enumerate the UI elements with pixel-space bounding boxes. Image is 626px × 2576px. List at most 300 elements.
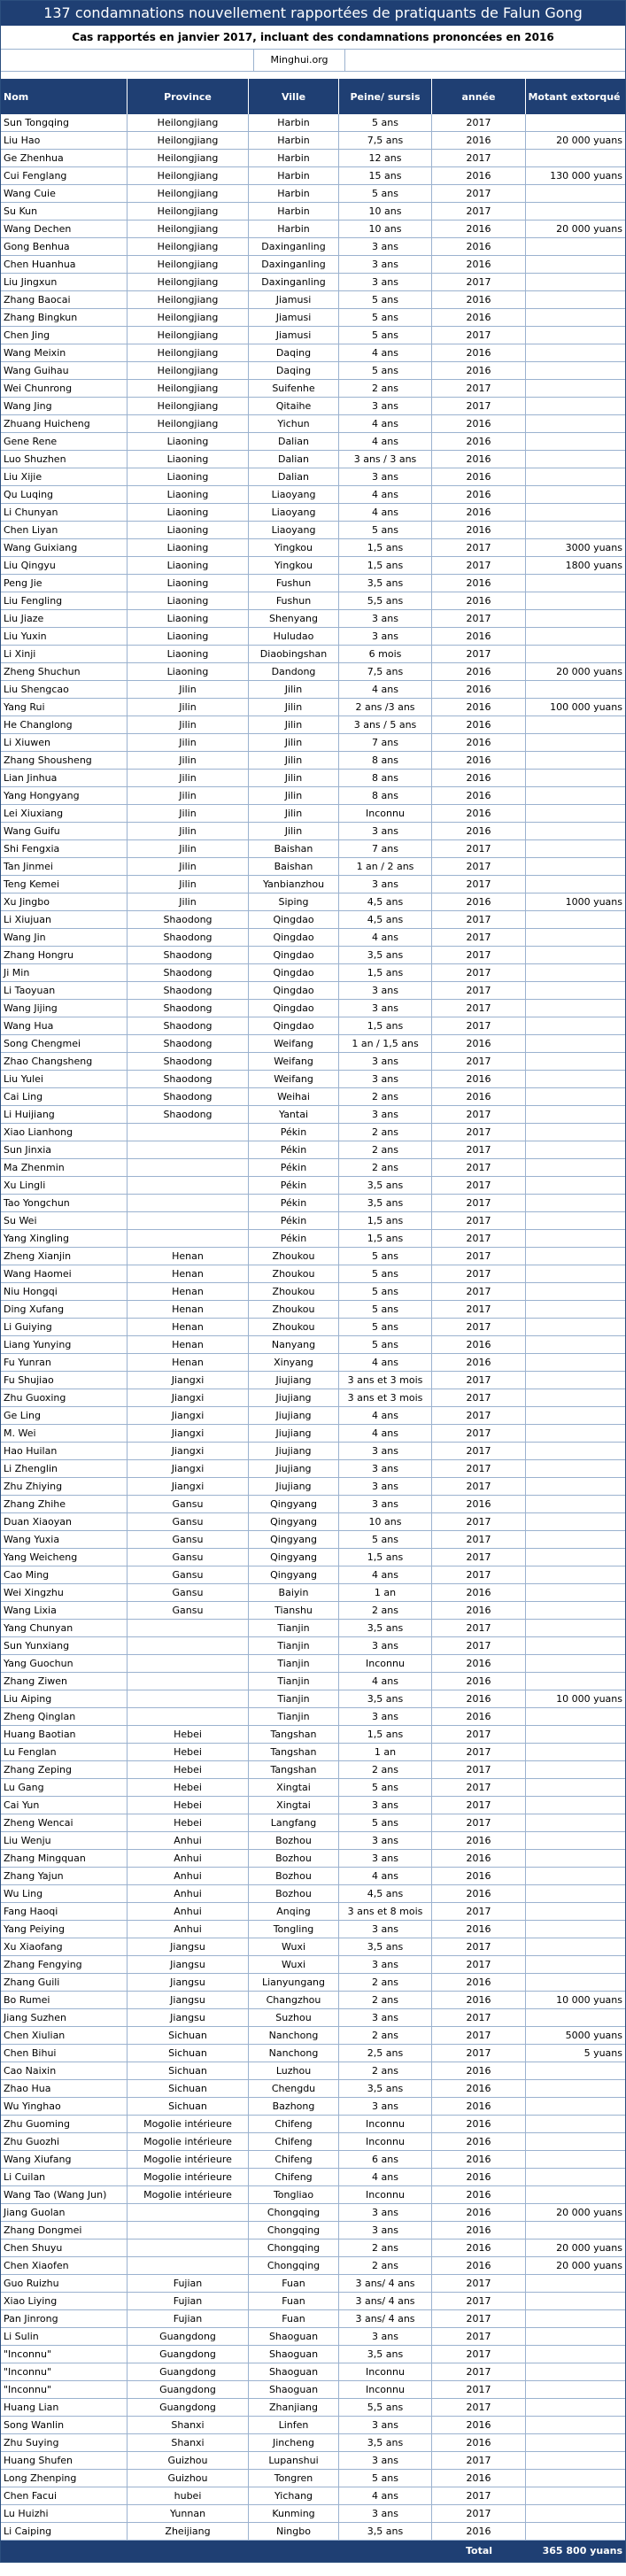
cell-sentence: 4,5 ans bbox=[339, 1885, 432, 1902]
cell-amount bbox=[526, 1938, 625, 1955]
table-row bbox=[1, 1496, 625, 1513]
cell-city: Nanchong bbox=[249, 2045, 339, 2062]
table-row bbox=[1, 1000, 625, 1017]
cell-city: Nanchong bbox=[249, 2027, 339, 2044]
cell-year: 2016 bbox=[432, 1832, 526, 1849]
cell-year: 2017 bbox=[432, 840, 526, 857]
cell-city: Xingtai bbox=[249, 1779, 339, 1796]
cell-sentence: 3,5 ans bbox=[339, 2080, 432, 2097]
table-row bbox=[1, 327, 625, 344]
cell-sentence: 4 ans bbox=[339, 415, 432, 432]
cell-amount bbox=[526, 1885, 625, 1902]
cell-sentence: 3 ans bbox=[339, 610, 432, 627]
cell-province: Liaoning bbox=[128, 663, 249, 680]
cell-amount bbox=[526, 1584, 625, 1601]
cell-amount bbox=[526, 1602, 625, 1619]
cell-year: 2017 bbox=[432, 2293, 526, 2309]
cell-city: Jiamusi bbox=[249, 327, 339, 344]
cell-year: 2016 bbox=[432, 1868, 526, 1884]
cell-name: Hao Huilan bbox=[1, 1443, 128, 1459]
cell-city: Daqing bbox=[249, 362, 339, 379]
col-header-year: année bbox=[432, 79, 526, 114]
cell-sentence: 3,5 ans bbox=[339, 1690, 432, 1707]
cell-province: Gansu bbox=[128, 1531, 249, 1548]
table-row bbox=[1, 592, 625, 610]
cell-province: Hebei bbox=[128, 1744, 249, 1760]
table-row bbox=[1, 1868, 625, 1885]
cell-sentence: 3 ans bbox=[339, 2098, 432, 2115]
cell-province: Mogolie intérieure bbox=[128, 2186, 249, 2203]
cell-name: Yang Weicheng bbox=[1, 1549, 128, 1566]
cell-name: Yang Hongyang bbox=[1, 787, 128, 804]
cell-name: Wang Jijing bbox=[1, 1000, 128, 1017]
table-row bbox=[1, 2399, 625, 2417]
cell-province: hubei bbox=[128, 2487, 249, 2504]
cell-province bbox=[128, 1159, 249, 1176]
cell-sentence: 2 ans bbox=[339, 1159, 432, 1176]
cell-city: Dalian bbox=[249, 468, 339, 485]
cell-province: Shaodong bbox=[128, 1053, 249, 1070]
cell-year: 2016 bbox=[432, 2080, 526, 2097]
cell-amount bbox=[526, 2417, 625, 2433]
cell-province: Heilongjiang bbox=[128, 380, 249, 397]
cell-year: 2017 bbox=[432, 1956, 526, 1973]
cell-province: Shaodong bbox=[128, 1071, 249, 1087]
table-row bbox=[1, 628, 625, 646]
cell-province: Jilin bbox=[128, 770, 249, 786]
cell-sentence: 6 mois bbox=[339, 646, 432, 662]
cell-year: 2016 bbox=[432, 1974, 526, 1991]
cell-city: Jilin bbox=[249, 752, 339, 769]
table-row bbox=[1, 2275, 625, 2293]
cell-city: Chifeng bbox=[249, 2116, 339, 2132]
cell-city: Qingdao bbox=[249, 1017, 339, 1034]
cell-amount bbox=[526, 734, 625, 751]
table-row bbox=[1, 699, 625, 716]
cell-city: Chifeng bbox=[249, 2169, 339, 2185]
cell-amount bbox=[526, 1230, 625, 1247]
cell-province bbox=[128, 1195, 249, 1211]
cell-name: Yang Rui bbox=[1, 699, 128, 716]
cell-year: 2016 bbox=[432, 2169, 526, 2185]
table-row bbox=[1, 1177, 625, 1195]
cell-province: Shaodong bbox=[128, 947, 249, 963]
cell-province: Henan bbox=[128, 1301, 249, 1318]
cell-name: Song Wanlin bbox=[1, 2417, 128, 2433]
cell-name: Chen Bihui bbox=[1, 2045, 128, 2062]
cell-amount bbox=[526, 2434, 625, 2451]
cell-amount bbox=[526, 2399, 625, 2416]
table-row bbox=[1, 840, 625, 858]
cell-sentence: 12 ans bbox=[339, 150, 432, 166]
cell-year: 2016 bbox=[432, 823, 526, 839]
cell-amount: 20 000 yuans bbox=[556, 2207, 622, 2218]
cell-province: Heilongjiang bbox=[128, 344, 249, 361]
cell-year: 2017 bbox=[432, 1124, 526, 1141]
spacer bbox=[1, 72, 625, 79]
cell-amount bbox=[526, 2275, 625, 2292]
cell-name: "Inconnu" bbox=[1, 2346, 128, 2363]
table-row bbox=[1, 344, 625, 362]
cell-name: Wang Guifu bbox=[1, 823, 128, 839]
cell-year: 2016 bbox=[432, 291, 526, 308]
cell-city: Fuan bbox=[249, 2310, 339, 2327]
table-row bbox=[1, 2346, 625, 2363]
table-row bbox=[1, 203, 625, 220]
cell-province: Shaodong bbox=[128, 929, 249, 946]
cell-name: Xiao Liying bbox=[1, 2293, 128, 2309]
cell-sentence: 5 ans bbox=[339, 327, 432, 344]
table-row bbox=[1, 256, 625, 274]
cell-city: Luzhou bbox=[249, 2062, 339, 2079]
cell-province: Shaodong bbox=[128, 1000, 249, 1017]
cell-sentence: 3 ans bbox=[339, 1850, 432, 1867]
cell-amount bbox=[526, 522, 625, 538]
cell-city: Jiamusi bbox=[249, 291, 339, 308]
cell-province: Heilongjiang bbox=[128, 167, 249, 184]
cell-name: Zhang Bingkun bbox=[1, 309, 128, 326]
cell-sentence: 3,5 ans bbox=[339, 1177, 432, 1194]
table-row bbox=[1, 1673, 625, 1690]
cell-amount bbox=[526, 805, 625, 822]
table-row bbox=[1, 1265, 625, 1283]
cell-amount bbox=[526, 238, 625, 255]
cell-name: Xu Lingli bbox=[1, 1177, 128, 1194]
cell-city: Tianjin bbox=[249, 1690, 339, 1707]
cell-province: Heilongjiang bbox=[128, 185, 249, 202]
cell-amount bbox=[526, 1903, 625, 1920]
cell-year: 2017 bbox=[432, 1212, 526, 1229]
cell-province bbox=[128, 1690, 249, 1707]
cell-amount bbox=[526, 1956, 625, 1973]
cell-province: Liaoning bbox=[128, 628, 249, 645]
cell-amount bbox=[526, 2381, 625, 2398]
cell-province: Jilin bbox=[128, 840, 249, 857]
cell-sentence: 10 ans bbox=[339, 220, 432, 237]
table-row bbox=[1, 2239, 625, 2257]
cell-sentence: 2 ans bbox=[339, 1761, 432, 1778]
cell-city: Linfen bbox=[249, 2417, 339, 2433]
cell-province: Heilongjiang bbox=[128, 203, 249, 220]
cell-city: Jiujiang bbox=[249, 1407, 339, 1424]
cell-year: 2017 bbox=[432, 1726, 526, 1743]
cell-name: Zhang Fengying bbox=[1, 1956, 128, 1973]
cell-year: 2017 bbox=[432, 646, 526, 662]
cell-amount bbox=[526, 114, 625, 131]
table-row bbox=[1, 1248, 625, 1265]
table-row bbox=[1, 1195, 625, 1212]
cell-year: 2017 bbox=[432, 1531, 526, 1548]
table-row bbox=[1, 2222, 625, 2239]
cell-name: Zheng Xianjin bbox=[1, 1248, 128, 1265]
cell-sentence: 3 ans bbox=[339, 1797, 432, 1814]
table-row bbox=[1, 663, 625, 681]
cell-city: Shenyang bbox=[249, 610, 339, 627]
cell-year: 2017 bbox=[432, 1053, 526, 1070]
cell-province: Anhui bbox=[128, 1903, 249, 1920]
cell-sentence: 8 ans bbox=[339, 752, 432, 769]
cell-year: 2017 bbox=[432, 1407, 526, 1424]
cell-amount bbox=[526, 1868, 625, 1884]
cell-year: 2016 bbox=[432, 1496, 526, 1512]
cell-city: Qingyang bbox=[249, 1549, 339, 1566]
cell-year: 2017 bbox=[432, 1230, 526, 1247]
cell-amount bbox=[526, 1319, 625, 1335]
table-row bbox=[1, 1071, 625, 1088]
cell-year: 2016 bbox=[432, 344, 526, 361]
cell-name: Yang Xingling bbox=[1, 1230, 128, 1247]
cell-province: Jiangsu bbox=[128, 1938, 249, 1955]
table-row bbox=[1, 982, 625, 1000]
cell-province: Henan bbox=[128, 1354, 249, 1371]
cell-amount: 1000 yuans bbox=[565, 896, 622, 908]
cell-province: Gansu bbox=[128, 1513, 249, 1530]
cell-city: Harbin bbox=[249, 220, 339, 237]
cell-sentence: 5 ans bbox=[339, 114, 432, 131]
cell-name: Xu Xiaofang bbox=[1, 1938, 128, 1955]
cell-sentence: 5 ans bbox=[339, 291, 432, 308]
cell-name: Zhang Mingquan bbox=[1, 1850, 128, 1867]
table-row bbox=[1, 1761, 625, 1779]
cell-province bbox=[128, 2204, 249, 2221]
cell-city: Huludao bbox=[249, 628, 339, 645]
cell-city: Pékin bbox=[249, 1212, 339, 1229]
cell-province: Gansu bbox=[128, 1584, 249, 1601]
cell-city: Anqing bbox=[249, 1903, 339, 1920]
cell-province: Liaoning bbox=[128, 610, 249, 627]
cell-sentence: 4 ans bbox=[339, 2487, 432, 2504]
cell-sentence: 3 ans bbox=[339, 2009, 432, 2026]
cell-amount bbox=[526, 2133, 625, 2150]
table-row bbox=[1, 1637, 625, 1655]
cell-year: 2016 bbox=[432, 2062, 526, 2079]
cell-province: Sichuan bbox=[128, 2098, 249, 2115]
cell-name: Jiang Guolan bbox=[1, 2204, 128, 2221]
cell-name: Zhang Hongru bbox=[1, 947, 128, 963]
cell-sentence: 3 ans bbox=[339, 2452, 432, 2469]
table-row bbox=[1, 1655, 625, 1673]
cell-city: Yichun bbox=[249, 415, 339, 432]
table-row bbox=[1, 167, 625, 185]
cell-amount bbox=[526, 274, 625, 290]
cell-sentence: 3 ans/ 4 ans bbox=[339, 2310, 432, 2327]
cell-name: Li Chunyan bbox=[1, 504, 128, 521]
table-row bbox=[1, 1141, 625, 1159]
cell-amount bbox=[526, 1354, 625, 1371]
table-row bbox=[1, 2151, 625, 2169]
cell-sentence: 4 ans bbox=[339, 2169, 432, 2185]
cell-name: Liu Jiaze bbox=[1, 610, 128, 627]
cell-name: Yang Guochun bbox=[1, 1655, 128, 1672]
cell-city: Suzhou bbox=[249, 2009, 339, 2026]
cell-city: Tangshan bbox=[249, 1744, 339, 1760]
cell-province: Jilin bbox=[128, 699, 249, 716]
cell-year: 2017 bbox=[432, 2399, 526, 2416]
table-row bbox=[1, 1974, 625, 1992]
cell-year: 2016 bbox=[432, 1088, 526, 1105]
cell-year: 2016 bbox=[432, 256, 526, 273]
cell-province: Heilongjiang bbox=[128, 274, 249, 290]
cell-city: Yanbianzhou bbox=[249, 876, 339, 893]
cell-amount bbox=[526, 1248, 625, 1265]
cell-amount bbox=[526, 1301, 625, 1318]
table-header bbox=[1, 79, 625, 114]
cell-amount bbox=[526, 256, 625, 273]
table-row bbox=[1, 1797, 625, 1814]
cell-province: Heilongjiang bbox=[128, 415, 249, 432]
table-row bbox=[1, 362, 625, 380]
cell-city: Jilin bbox=[249, 770, 339, 786]
cell-sentence: 3 ans / 5 ans bbox=[339, 716, 432, 733]
table-row bbox=[1, 1531, 625, 1549]
table-row bbox=[1, 451, 625, 468]
cell-sentence: 5 ans bbox=[339, 1265, 432, 1282]
cell-sentence: Inconnu bbox=[339, 2381, 432, 2398]
cell-sentence: Inconnu bbox=[339, 2116, 432, 2132]
cell-year: 2017 bbox=[432, 1779, 526, 1796]
cell-year: 2017 bbox=[432, 1761, 526, 1778]
table-row bbox=[1, 1513, 625, 1531]
cell-sentence: 3 ans bbox=[339, 2505, 432, 2522]
cell-sentence: 4 ans bbox=[339, 344, 432, 361]
table-row bbox=[1, 1903, 625, 1921]
table-row bbox=[1, 1354, 625, 1372]
table-row bbox=[1, 1992, 625, 2009]
cell-city: Jilin bbox=[249, 805, 339, 822]
cell-year: 2016 bbox=[432, 2239, 526, 2256]
cell-name: Lei Xiuxiang bbox=[1, 805, 128, 822]
cell-sentence: 3 ans bbox=[339, 1106, 432, 1123]
cell-sentence: 8 ans bbox=[339, 787, 432, 804]
table-row bbox=[1, 1017, 625, 1035]
table-row bbox=[1, 1708, 625, 1726]
cell-year: 2017 bbox=[432, 1903, 526, 1920]
cell-province bbox=[128, 1673, 249, 1690]
cell-amount bbox=[526, 2009, 625, 2026]
cell-amount bbox=[526, 628, 625, 645]
cell-amount: 130 000 yuans bbox=[550, 170, 622, 182]
cell-amount bbox=[526, 1761, 625, 1778]
cell-province: Shaodong bbox=[128, 911, 249, 928]
cell-amount bbox=[526, 929, 625, 946]
cell-city: Pékin bbox=[249, 1177, 339, 1194]
cell-year: 2017 bbox=[432, 274, 526, 290]
cell-province: Anhui bbox=[128, 1885, 249, 1902]
cell-year: 2016 bbox=[432, 238, 526, 255]
cell-province: Jiangxi bbox=[128, 1407, 249, 1424]
cell-amount bbox=[526, 1106, 625, 1123]
cell-sentence: 3 ans bbox=[339, 1460, 432, 1477]
cell-amount bbox=[526, 1195, 625, 1211]
cell-province: Hebei bbox=[128, 1726, 249, 1743]
cell-sentence: 3,5 ans bbox=[339, 575, 432, 592]
cell-amount bbox=[526, 362, 625, 379]
cell-year: 2017 bbox=[432, 398, 526, 414]
table-row bbox=[1, 433, 625, 451]
cell-sentence: 4 ans bbox=[339, 1354, 432, 1371]
cell-name: Duan Xiaoyan bbox=[1, 1513, 128, 1530]
table-row bbox=[1, 522, 625, 539]
cell-year: 2017 bbox=[432, 114, 526, 131]
cell-year: 2017 bbox=[432, 2045, 526, 2062]
cell-city: Wuxi bbox=[249, 1956, 339, 1973]
cell-city: Tianjin bbox=[249, 1620, 339, 1636]
cell-year: 2016 bbox=[432, 1885, 526, 1902]
cell-amount bbox=[526, 1744, 625, 1760]
cell-city: Harbin bbox=[249, 114, 339, 131]
cell-name: Zhu Zhiying bbox=[1, 1478, 128, 1495]
source-row bbox=[1, 50, 625, 72]
cell-name: Liu Yulei bbox=[1, 1071, 128, 1087]
cell-year: 2016 bbox=[432, 2098, 526, 2115]
cell-city: Chifeng bbox=[249, 2151, 339, 2168]
cell-province: Heilongjiang bbox=[128, 256, 249, 273]
table-row bbox=[1, 1301, 625, 1319]
col-header-sentence: Peine/ sursis bbox=[339, 79, 432, 114]
cell-name: Li Huijiang bbox=[1, 1106, 128, 1123]
cell-city: Tianshu bbox=[249, 1602, 339, 1619]
cell-sentence: 5 ans bbox=[339, 1814, 432, 1831]
cell-year: 2017 bbox=[432, 610, 526, 627]
cell-year: 2017 bbox=[432, 1017, 526, 1034]
cell-sentence: 1 an bbox=[339, 1744, 432, 1760]
cell-city: Yichang bbox=[249, 2487, 339, 2504]
cell-name: Zhu Guoxing bbox=[1, 1389, 128, 1406]
cell-province: Henan bbox=[128, 1265, 249, 1282]
cell-name: Chen Huanhua bbox=[1, 256, 128, 273]
cell-amount bbox=[526, 1850, 625, 1867]
cell-sentence: 2 ans bbox=[339, 1141, 432, 1158]
cell-province: Gansu bbox=[128, 1602, 249, 1619]
cell-city: Tongling bbox=[249, 1921, 339, 1938]
cell-city: Jiujiang bbox=[249, 1425, 339, 1442]
cell-name: Liang Yunying bbox=[1, 1336, 128, 1353]
cell-amount bbox=[526, 344, 625, 361]
cell-name: Pan Jinrong bbox=[1, 2310, 128, 2327]
table-row bbox=[1, 929, 625, 947]
cell-amount bbox=[526, 1637, 625, 1654]
cell-name: Zhang Shousheng bbox=[1, 752, 128, 769]
cell-amount bbox=[526, 2505, 625, 2522]
cell-city: Shaoguan bbox=[249, 2328, 339, 2345]
cell-sentence: 5 ans bbox=[339, 2470, 432, 2487]
cell-city: Dandong bbox=[249, 663, 339, 680]
table-row bbox=[1, 876, 625, 893]
cell-province: Liaoning bbox=[128, 557, 249, 574]
cell-year: 2016 bbox=[432, 893, 526, 910]
cell-amount bbox=[526, 1549, 625, 1566]
cell-province: Heilongjiang bbox=[128, 309, 249, 326]
cell-city: Zhoukou bbox=[249, 1265, 339, 1282]
table-row bbox=[1, 1336, 625, 1354]
table-row bbox=[1, 1088, 625, 1106]
cell-sentence: 3 ans bbox=[339, 1053, 432, 1070]
cell-city: Yingkou bbox=[249, 557, 339, 574]
cell-name: Zhu Suying bbox=[1, 2434, 128, 2451]
cell-amount bbox=[526, 415, 625, 432]
cell-name: Li Xiujuan bbox=[1, 911, 128, 928]
cell-amount bbox=[526, 291, 625, 308]
cell-amount: 5 yuans bbox=[583, 2047, 622, 2059]
cell-sentence: 3 ans et 3 mois bbox=[339, 1389, 432, 1406]
cell-city: Tangshan bbox=[249, 1726, 339, 1743]
cell-province: Jiangxi bbox=[128, 1389, 249, 1406]
cell-year: 2016 bbox=[432, 1602, 526, 1619]
cell-province bbox=[128, 1230, 249, 1247]
cell-city: Jilin bbox=[249, 787, 339, 804]
cell-year: 2017 bbox=[432, 1620, 526, 1636]
cell-sentence: 3 ans bbox=[339, 238, 432, 255]
